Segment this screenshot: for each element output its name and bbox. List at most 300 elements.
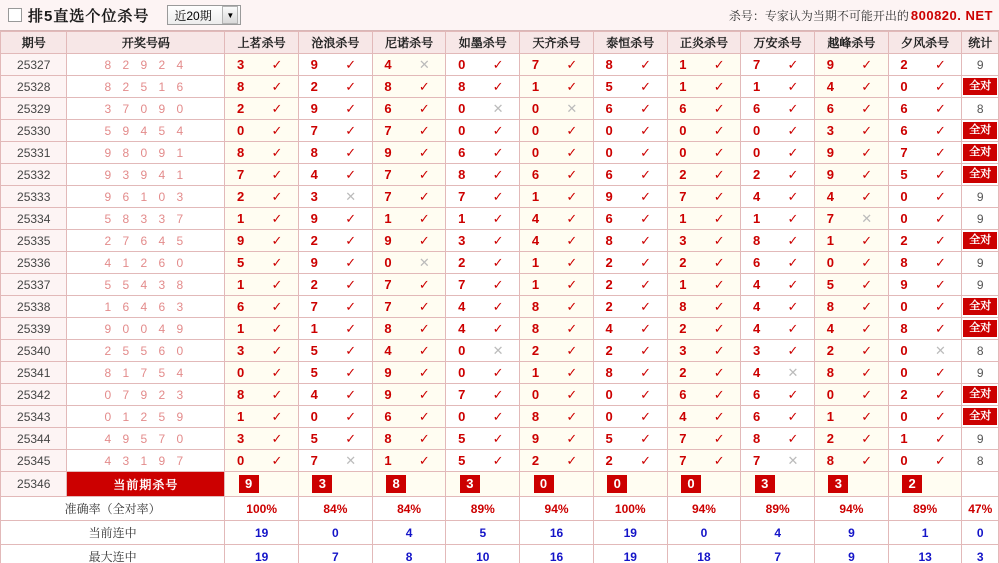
killer-number: 6	[605, 211, 613, 226]
killer-number: 8	[531, 321, 540, 336]
row-issue[interactable]: 25343	[1, 406, 67, 428]
check-icon: ✓	[566, 342, 578, 358]
killer-cell	[593, 142, 667, 164]
row-draw-code: 5 5 4 3 8	[67, 274, 225, 296]
killer-cell	[520, 384, 594, 406]
check-icon: ✓	[345, 320, 357, 336]
killer-cell	[667, 362, 741, 384]
current-period-label: 当前期杀号	[67, 472, 225, 497]
check-icon: ✓	[861, 408, 873, 424]
row-draw-code: 4 1 2 6 0	[67, 252, 225, 274]
table-row	[1, 274, 999, 296]
killer-number: 0	[826, 387, 834, 402]
row-issue[interactable]: 25344	[1, 428, 67, 450]
killer-cell	[888, 230, 962, 252]
killer-cell	[299, 384, 373, 406]
check-icon: ✓	[418, 78, 430, 94]
accuracy-row-value: 89%	[741, 497, 815, 521]
killer-cell	[741, 142, 815, 164]
check-icon: ✓	[640, 320, 651, 336]
check-icon: ✓	[713, 386, 725, 402]
check-icon: ✓	[640, 100, 651, 116]
check-icon: ✓	[934, 144, 946, 160]
max-streak-row-label: 最大连中	[1, 545, 225, 563]
killer-number: 8	[605, 233, 613, 248]
killer-number: 0	[900, 211, 908, 226]
current-killer-number: 3	[312, 475, 332, 493]
killer-cell	[372, 340, 446, 362]
killer-cell	[888, 76, 962, 98]
killer-number: 7	[679, 453, 687, 468]
table-row	[1, 208, 999, 230]
killer-number: 6	[605, 167, 613, 182]
check-icon: ✓	[345, 386, 357, 402]
check-icon: ✓	[492, 122, 504, 138]
killer-number: 0	[900, 343, 908, 358]
killer-number: 0	[605, 409, 613, 424]
check-icon: ✓	[934, 188, 946, 204]
check-icon: ✓	[713, 210, 725, 226]
killer-number: 1	[384, 211, 392, 226]
row-issue[interactable]: 25327	[1, 54, 67, 76]
killer-cell	[520, 208, 594, 230]
killer-number: 4	[752, 299, 761, 314]
killer-number: 9	[605, 189, 613, 204]
killer-cell	[815, 142, 889, 164]
table-row	[1, 362, 999, 384]
row-issue[interactable]: 25332	[1, 164, 67, 186]
max-streak-row-value: 19	[593, 545, 667, 563]
row-issue[interactable]: 25345	[1, 450, 67, 472]
killer-cell	[741, 340, 815, 362]
killer-number: 6	[679, 387, 687, 402]
killer-cell	[520, 98, 594, 120]
killer-cell	[741, 54, 815, 76]
killer-cell	[225, 186, 299, 208]
killer-cell	[888, 98, 962, 120]
check-icon: ✓	[418, 210, 430, 226]
check-icon: ✓	[934, 210, 946, 226]
killer-cell	[225, 428, 299, 450]
killer-cell	[299, 98, 373, 120]
killer-number: 8	[752, 233, 761, 248]
killer-cell	[888, 186, 962, 208]
current-killer-cell	[446, 472, 520, 497]
killer-cell	[299, 120, 373, 142]
killer-cell	[299, 318, 373, 340]
check-icon: ✓	[492, 254, 504, 270]
killer-number: 6	[531, 167, 540, 182]
killer-cell	[888, 318, 962, 340]
killer-number: 3	[236, 431, 245, 446]
check-icon: ✓	[566, 452, 578, 468]
brand-label: 800820. NET	[910, 7, 993, 23]
killer-cell	[520, 274, 594, 296]
killer-cell	[225, 120, 299, 142]
check-icon: ✓	[492, 430, 504, 446]
killer-cell	[593, 406, 667, 428]
status-badge: 全对	[963, 166, 997, 183]
killer-number: 7	[458, 189, 466, 204]
column-issue[interactable]: 期号	[1, 32, 67, 54]
killer-number: 4	[384, 57, 392, 72]
killer-number: 0	[679, 123, 687, 138]
row-issue[interactable]: 25338	[1, 296, 67, 318]
killer-number: 6	[752, 409, 761, 424]
killer-number: 3	[310, 189, 318, 204]
killer-cell	[372, 252, 446, 274]
killer-number: 6	[384, 409, 392, 424]
column-stat[interactable]: 统计	[962, 32, 999, 54]
killer-cell	[225, 274, 299, 296]
row-issue[interactable]: 25339	[1, 318, 67, 340]
current-killer-number: 8	[386, 475, 406, 493]
check-icon: ✓	[934, 452, 946, 468]
column-expert-4[interactable]: 天齐杀号	[520, 32, 594, 54]
killer-cell	[815, 274, 889, 296]
current-streak-row-value: 1	[888, 521, 962, 545]
status-badge: 全对	[963, 122, 997, 139]
killer-number: 1	[531, 277, 540, 292]
killer-number: 1	[310, 321, 318, 336]
current-killer-number: 0	[607, 475, 627, 493]
current-killer-cell	[815, 472, 889, 497]
killer-cell	[815, 98, 889, 120]
killer-number: 1	[531, 79, 540, 94]
killer-cell	[815, 362, 889, 384]
killer-cell	[446, 186, 520, 208]
row-issue[interactable]: 25334	[1, 208, 67, 230]
killer-number: 8	[900, 321, 908, 336]
column-expert-0[interactable]: 上茗杀号	[225, 32, 299, 54]
killer-number: 1	[752, 79, 761, 94]
table-row	[1, 164, 999, 186]
check-icon: ✓	[640, 364, 651, 380]
row-issue[interactable]: 25335	[1, 230, 67, 252]
select-all-checkbox[interactable]	[8, 8, 22, 22]
killer-cell	[520, 428, 594, 450]
killer-cell	[446, 362, 520, 384]
killer-number: 1	[236, 321, 245, 336]
accuracy-row-value: 84%	[372, 497, 446, 521]
killer-cell	[593, 450, 667, 472]
current-period-row	[1, 472, 999, 497]
row-issue[interactable]: 25331	[1, 142, 67, 164]
check-icon: ✓	[492, 452, 504, 468]
check-icon: ✓	[934, 56, 946, 72]
killer-cell	[667, 340, 741, 362]
killer-number: 1	[679, 277, 687, 292]
check-icon: ✓	[345, 254, 357, 270]
max-streak-row	[1, 545, 999, 563]
row-draw-code: 2 5 5 6 0	[67, 340, 225, 362]
killer-cell	[372, 142, 446, 164]
table-row	[1, 98, 999, 120]
killer-number: 0	[458, 57, 466, 72]
check-icon: ✓	[566, 144, 578, 160]
killer-number: 8	[384, 321, 392, 336]
killer-number: 9	[384, 365, 392, 380]
killer-number: 4	[384, 343, 392, 358]
column-expert-6[interactable]: 正炎杀号	[667, 32, 741, 54]
table-row	[1, 428, 999, 450]
column-expert-1[interactable]: 沧浪杀号	[299, 32, 373, 54]
killer-number: 0	[458, 343, 466, 358]
killer-number: 9	[826, 167, 834, 182]
killer-cell	[593, 362, 667, 384]
killer-cell	[299, 274, 373, 296]
killer-cell	[815, 296, 889, 318]
top-toolbar	[0, 0, 999, 31]
column-expert-8[interactable]: 越峰杀号	[815, 32, 889, 54]
row-issue[interactable]: 25336	[1, 252, 67, 274]
killer-number: 4	[531, 211, 540, 226]
killer-cell	[520, 76, 594, 98]
killer-cell	[299, 142, 373, 164]
row-issue[interactable]: 25341	[1, 362, 67, 384]
killer-cell	[372, 186, 446, 208]
row-issue[interactable]: 25328	[1, 76, 67, 98]
killer-cell	[446, 428, 520, 450]
check-icon: ✓	[713, 320, 725, 336]
killer-cell	[888, 384, 962, 406]
row-stat: 8	[962, 98, 999, 120]
check-icon: ✓	[566, 298, 578, 314]
table-row	[1, 340, 999, 362]
killer-cell	[446, 164, 520, 186]
killer-number: 0	[826, 255, 834, 270]
killer-cell	[888, 208, 962, 230]
killer-number: 2	[605, 277, 613, 292]
killer-number: 6	[826, 101, 834, 116]
check-icon: ✓	[418, 188, 430, 204]
killer-number: 0	[236, 453, 245, 468]
current-streak-row-value: 19	[225, 521, 299, 545]
killer-number: 0	[458, 123, 466, 138]
current-killer-cell	[593, 472, 667, 497]
check-icon: ✓	[787, 232, 799, 248]
killer-number: 4	[752, 277, 761, 292]
current-killer-number: 3	[828, 475, 848, 493]
column-expert-9[interactable]: 夕风杀号	[888, 32, 962, 54]
killer-number: 1	[531, 365, 540, 380]
killer-cell	[593, 98, 667, 120]
check-icon: ✓	[934, 166, 946, 182]
killer-cell	[667, 54, 741, 76]
check-icon: ✓	[492, 320, 504, 336]
check-icon: ✓	[861, 342, 873, 358]
killer-number: 9	[384, 145, 392, 160]
killer-number: 8	[531, 409, 540, 424]
killer-cell	[299, 164, 373, 186]
killer-note: 杀号：专家认为当期不可能开出的	[728, 8, 909, 23]
check-icon: ✓	[566, 56, 578, 72]
row-issue[interactable]: 25337	[1, 274, 67, 296]
killer-number: 8	[384, 431, 392, 446]
killer-cell	[299, 362, 373, 384]
killer-cell	[372, 450, 446, 472]
row-issue[interactable]: 25330	[1, 120, 67, 142]
period-select[interactable]	[167, 5, 241, 25]
killer-cell	[741, 208, 815, 230]
check-icon: ✓	[934, 430, 946, 446]
row-issue[interactable]: 25333	[1, 186, 67, 208]
killer-cell	[225, 340, 299, 362]
row-issue[interactable]: 25342	[1, 384, 67, 406]
current-killer-cell	[372, 472, 446, 497]
row-draw-code: 9 0 0 4 9	[67, 318, 225, 340]
killer-cell	[225, 164, 299, 186]
table-row	[1, 318, 999, 340]
killer-number: 7	[310, 453, 318, 468]
killer-number: 8	[826, 299, 834, 314]
killer-cell	[593, 296, 667, 318]
accuracy-row-value: 94%	[667, 497, 741, 521]
killer-number: 3	[679, 233, 687, 248]
check-icon: ✓	[271, 232, 283, 248]
check-icon: ✓	[345, 122, 357, 138]
killer-number: 2	[310, 233, 318, 248]
current-killer-number: 2	[902, 475, 922, 493]
killer-cell	[741, 76, 815, 98]
check-icon: ✓	[345, 232, 357, 248]
check-icon: ✓	[934, 100, 946, 116]
killer-number: 5	[458, 431, 466, 446]
killer-cell	[741, 362, 815, 384]
killer-cell	[446, 98, 520, 120]
check-icon: ✓	[418, 430, 430, 446]
check-icon: ✓	[713, 408, 725, 424]
killer-number: 4	[310, 387, 318, 402]
killer-cell	[520, 340, 594, 362]
check-icon: ✓	[713, 232, 725, 248]
killer-cell	[888, 164, 962, 186]
killer-cell	[225, 208, 299, 230]
killer-number: 7	[531, 57, 540, 72]
killer-number: 7	[679, 431, 687, 446]
killer-number: 2	[826, 343, 834, 358]
killer-cell	[593, 54, 667, 76]
current-streak-row-value: 5	[446, 521, 520, 545]
killer-cell	[741, 230, 815, 252]
killer-cell	[372, 384, 446, 406]
column-expert-7[interactable]: 万安杀号	[741, 32, 815, 54]
current-killer-cell	[667, 472, 741, 497]
killer-cell	[225, 384, 299, 406]
check-icon: ✓	[713, 298, 725, 314]
killer-number: 8	[826, 365, 834, 380]
check-icon: ✓	[271, 188, 283, 204]
row-issue[interactable]: 25329	[1, 98, 67, 120]
killer-number: 3	[236, 57, 245, 72]
check-icon: ✓	[787, 408, 799, 424]
killer-cell	[593, 384, 667, 406]
killer-cell	[667, 318, 741, 340]
table-row	[1, 186, 999, 208]
check-icon: ✓	[566, 364, 578, 380]
check-icon: ✓	[566, 188, 578, 204]
killer-cell	[446, 54, 520, 76]
killer-cell	[815, 230, 889, 252]
check-icon: ✓	[934, 386, 946, 402]
killer-number: 2	[679, 365, 687, 380]
check-icon: ✓	[934, 320, 946, 336]
killer-cell	[225, 362, 299, 384]
current-streak-row-value: 4	[741, 521, 815, 545]
accuracy-row-value: 84%	[299, 497, 373, 521]
killer-number: 1	[679, 79, 687, 94]
row-issue[interactable]: 25340	[1, 340, 67, 362]
row-stat	[962, 384, 999, 406]
killer-number: 1	[679, 211, 687, 226]
status-badge: 全对	[963, 232, 997, 249]
killer-cell	[372, 296, 446, 318]
current-killer-cell	[299, 472, 373, 497]
killer-cell	[667, 120, 741, 142]
current-streak-row-value: 19	[593, 521, 667, 545]
killer-number: 2	[605, 299, 613, 314]
column-expert-5[interactable]: 泰恒杀号	[593, 32, 667, 54]
killer-number: 2	[900, 387, 908, 402]
status-badge: 全对	[963, 144, 997, 161]
killer-cell	[520, 164, 594, 186]
check-icon: ✓	[345, 210, 357, 226]
killer-number: 1	[752, 211, 761, 226]
current-killer-number: 3	[460, 475, 480, 493]
killer-cell	[667, 252, 741, 274]
row-stat: 9	[962, 428, 999, 450]
column-code[interactable]: 开奖号码	[67, 32, 225, 54]
killer-cell	[741, 98, 815, 120]
killer-number: 6	[900, 123, 908, 138]
killer-cell	[888, 450, 962, 472]
killer-cell	[446, 296, 520, 318]
killer-cell	[520, 230, 594, 252]
check-icon: ✓	[271, 210, 283, 226]
table-row	[1, 230, 999, 252]
row-stat: 9	[962, 208, 999, 230]
column-expert-2[interactable]: 尼诺杀号	[372, 32, 446, 54]
current-streak-row-value: 0	[299, 521, 373, 545]
check-icon: ✓	[566, 78, 578, 94]
check-icon: ✓	[492, 364, 504, 380]
check-icon: ✓	[640, 452, 651, 468]
check-icon: ✓	[492, 386, 504, 402]
check-icon: ✓	[861, 144, 873, 160]
killer-number: 0	[531, 101, 540, 116]
accuracy-row-stat: 47%	[962, 497, 999, 521]
max-streak-row-value: 19	[225, 545, 299, 563]
killer-cell	[593, 274, 667, 296]
check-icon: ✓	[271, 276, 283, 292]
check-icon: ✓	[345, 144, 357, 160]
killer-number: 2	[236, 189, 245, 204]
killer-number: 1	[458, 211, 466, 226]
current-issue: 25346	[1, 472, 67, 497]
check-icon: ✓	[345, 364, 357, 380]
topbar-right	[729, 7, 999, 24]
killer-cell	[741, 384, 815, 406]
killer-cell	[593, 318, 667, 340]
check-icon: ✓	[492, 210, 504, 226]
check-icon: ✓	[861, 56, 873, 72]
check-icon: ✓	[492, 56, 504, 72]
killer-number: 8	[605, 57, 613, 72]
killer-number: 0	[531, 145, 540, 160]
killer-cell	[741, 406, 815, 428]
column-expert-3[interactable]: 如墨杀号	[446, 32, 520, 54]
killer-cell	[299, 296, 373, 318]
